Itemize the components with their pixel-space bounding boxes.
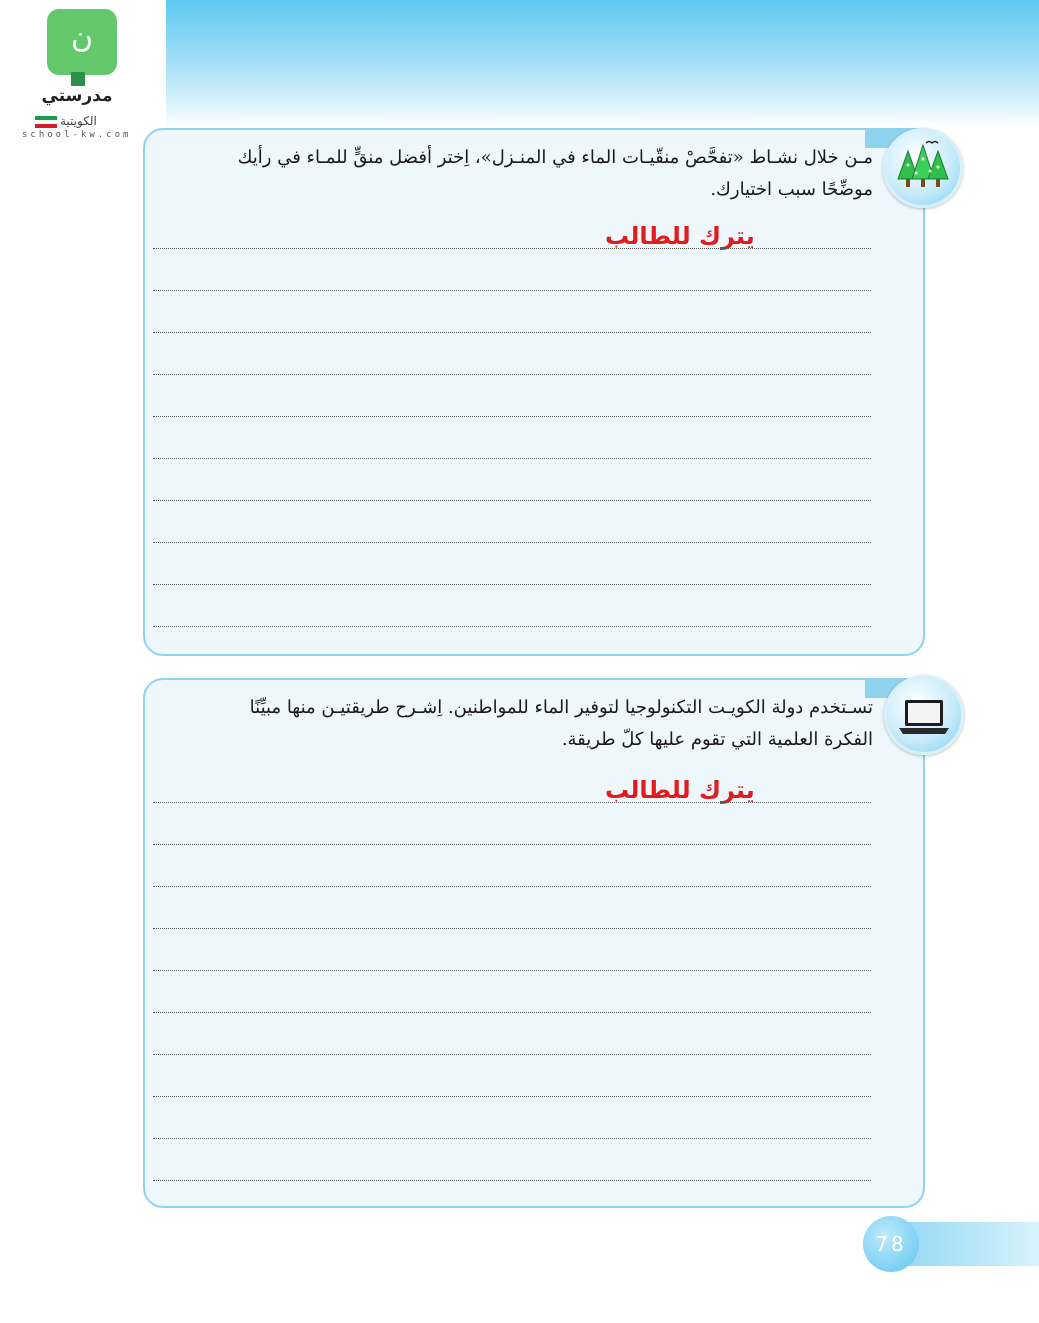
logo-mark-icon: ن	[47, 9, 117, 75]
question-text-2	[133, 692, 873, 756]
answer-line[interactable]	[153, 970, 871, 971]
question-1-line-1: مـن خلال نشـاط «تفحَّصْ منقّيـات الماء في المنـزل»، اِختر أفضل منقٍّ للمـاء في رأيك	[237, 147, 873, 168]
answer-line[interactable]	[153, 458, 871, 459]
logo-title: مدرستي	[41, 86, 113, 106]
site-logo[interactable]	[0, 0, 166, 148]
question-2-line-2: الفكرة العلمية التي تقوم عليها كلّ طريقة.	[561, 729, 873, 750]
answer-line[interactable]	[153, 332, 871, 333]
answer-line[interactable]	[153, 1054, 871, 1055]
logo-subtitle: الكويتية	[60, 114, 97, 128]
answer-line[interactable]	[153, 542, 871, 543]
question-text-1	[133, 142, 873, 206]
answer-line[interactable]	[153, 802, 871, 803]
question-card-2	[143, 678, 925, 1208]
trees-icon	[883, 128, 963, 208]
question-1-line-2: موضِّحًا سبب اختيارك.	[710, 179, 873, 200]
answer-line[interactable]	[153, 374, 871, 375]
answer-line[interactable]	[153, 886, 871, 887]
answer-line[interactable]	[153, 1012, 871, 1013]
answer-line[interactable]	[153, 626, 871, 627]
answer-line[interactable]	[153, 1138, 871, 1139]
answer-lines-2[interactable]	[153, 802, 871, 1222]
answer-line[interactable]	[153, 844, 871, 845]
kuwait-flag-icon	[35, 116, 57, 128]
question-card-1	[143, 128, 925, 656]
answer-note-1: يترك للطالب	[605, 222, 755, 250]
answer-line[interactable]	[153, 928, 871, 929]
logo-url: school-kw.com	[22, 130, 132, 140]
laptop-icon	[884, 675, 964, 755]
answer-line[interactable]	[153, 248, 871, 249]
answer-line[interactable]	[153, 584, 871, 585]
answer-line[interactable]	[153, 1096, 871, 1097]
answer-lines-1[interactable]	[153, 248, 871, 668]
answer-line[interactable]	[153, 290, 871, 291]
answer-line[interactable]	[153, 500, 871, 501]
answer-line[interactable]	[153, 416, 871, 417]
question-2-line-1: تسـتخدم دولة الكويـت التكنولوجيا لتوفير الماء للمواطنين. اِشـرح طريقتيـن منها مبيِّنًا	[249, 697, 873, 718]
answer-line[interactable]	[153, 1180, 871, 1181]
page-number: 78	[863, 1216, 919, 1272]
answer-note-2: يترك للطالب	[605, 776, 755, 804]
